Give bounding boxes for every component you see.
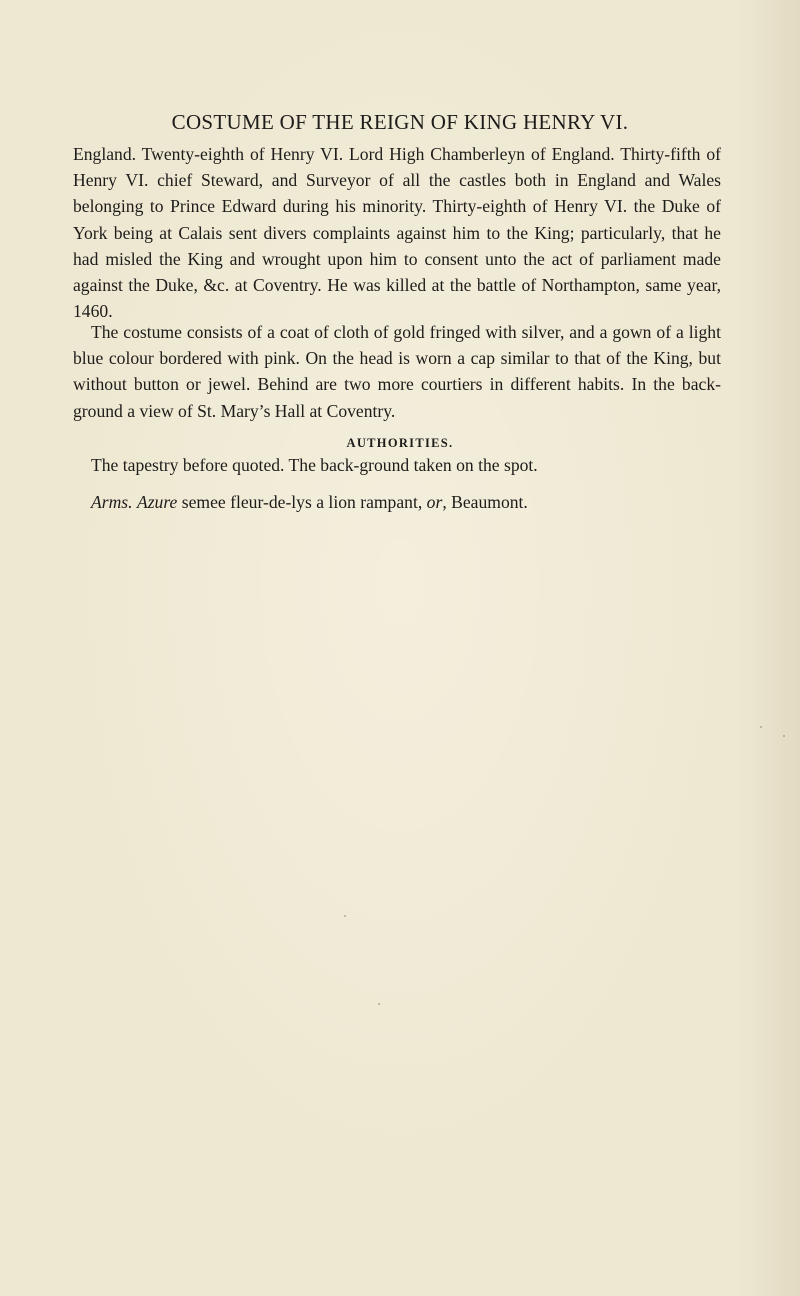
paper-speck bbox=[378, 1003, 380, 1005]
running-title: COSTUME OF THE REIGN OF KING HENRY VI. bbox=[171, 110, 629, 134]
paragraph-biography: England. Twenty-eighth of Henry VI. Lord High Chamberleyn of England. Thirty-fifth of Henry VI. chief Steward, and Surveyor of all the castles both in England and Wales belonging to Prince Edward during his minority. Thirty-eighth of Henry VI. the Duke of York being at Calais sent divers complaints against him to the King; particularly, that he had misled the King and wrought upon him to consent unto the act of parliament made against the Duke, &c. at Coventry. He was killed at the battle of Northampton, same year, 1460. bbox=[73, 144, 721, 322]
authorities-text: The tapestry before quoted. The back-ground taken on the spot. bbox=[91, 455, 538, 475]
arms-label: Arms. bbox=[91, 492, 133, 512]
arms-text-1: semee fleur-de-lys a lion rampant, bbox=[177, 492, 427, 512]
arms-line bbox=[73, 489, 733, 515]
authorities-heading: AUTHORITIES. bbox=[346, 436, 454, 450]
paper-speck bbox=[783, 735, 785, 737]
arms-tincture: Azure bbox=[136, 492, 178, 512]
paper-speck bbox=[760, 726, 762, 728]
arms-text-2: , Beaumont. bbox=[442, 492, 528, 512]
paper-speck bbox=[344, 915, 346, 917]
paragraph-costume: The costume consists of a coat of cloth of gold fringed with silver, and a gown of a light blue colour bordered with pink. On the head is worn a cap similar to that of the King, but without button or jewel. Behind are two more courtiers in different habits. In the back-ground a view of St. Mary’s Hall at Coventry. bbox=[73, 322, 721, 421]
arms-metal: or bbox=[426, 492, 443, 512]
